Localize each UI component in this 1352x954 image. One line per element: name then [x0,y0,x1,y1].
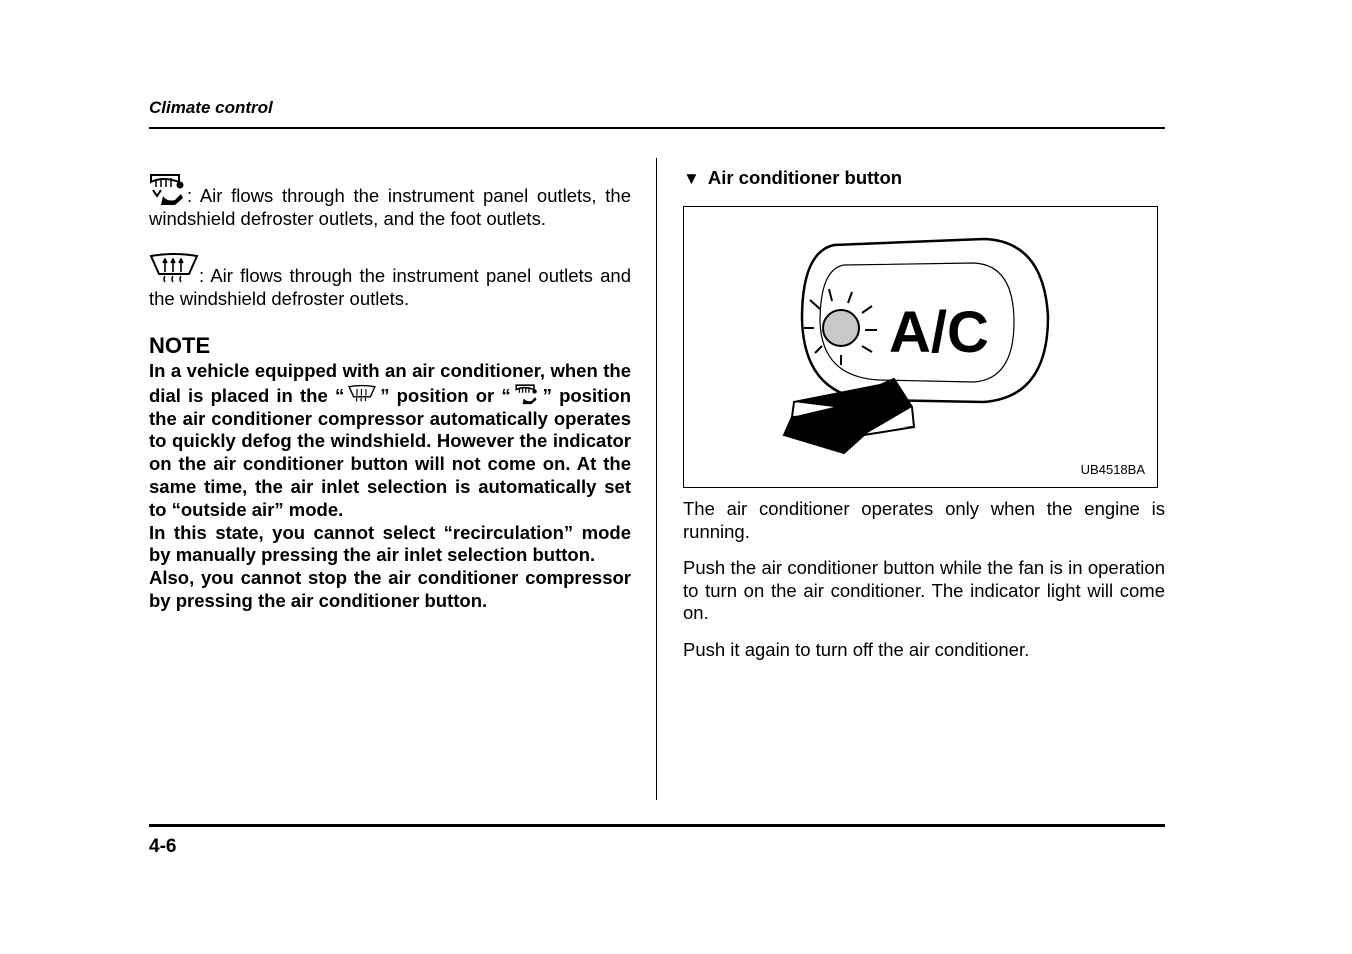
note-heading: NOTE [149,333,211,358]
section-marker-icon: ▼ [683,169,700,188]
mode-description-defrost-vent: : Air flows through the instrument panel outlets and the windshield defroster outlets. [149,252,631,310]
footer-rule [149,824,1165,827]
column-divider [656,158,657,800]
ac-indicator-icon [823,310,859,346]
ac-button-figure [683,206,1158,488]
ac-button-illustration [684,207,1157,487]
right-column-heading [683,166,1165,191]
ac-paragraph-3: Push it again to turn off the air conditioner. [683,638,1030,660]
defrost-vent-mode-icon [348,383,376,405]
section-heading: ▼ Air conditioner button [683,166,1165,191]
defrost-foot-mode-icon [515,383,539,405]
note-paragraph-1: In a vehicle equipped with an air conditioner, when the dial is placed in the “ ” position or “ ” position the air conditioner compressor automatically operates to quickly defog the windshield. However the indicator on the air conditioner button will not come on. At the same time, the air inlet selection is automatically set to “outside air” mode. [149,360,632,520]
header-rule [149,127,1165,129]
defrost-foot-mode-icon [149,172,187,206]
ac-paragraph-1: The air conditioner operates only when the engine is running. [683,498,1165,542]
left-column [149,172,631,613]
note-paragraph-2: In this state, you cannot select “recirculation” mode by manually pressing the air inlet selection button. [149,521,631,566]
right-column-text [683,498,1165,675]
ac-paragraph-2: Push the air conditioner button while the fan is in operation to turn on the air conditioner. The indicator light will come on. [683,557,1165,623]
page-number: 4-6 [149,836,177,857]
note-paragraph-3: Also, you cannot stop the air conditioner compressor by pressing the air conditioner button. [149,567,631,611]
ac-label: A/C [889,300,989,365]
defrost-vent-mode-icon [149,252,199,286]
figure-code: UB4518BA [1080,462,1145,477]
mode-description-defrost-foot: : Air flows through the instrument panel outlets, the windshield defroster outlets, and the foot outlets. [149,172,631,230]
page-header-title: Climate control [149,98,273,117]
